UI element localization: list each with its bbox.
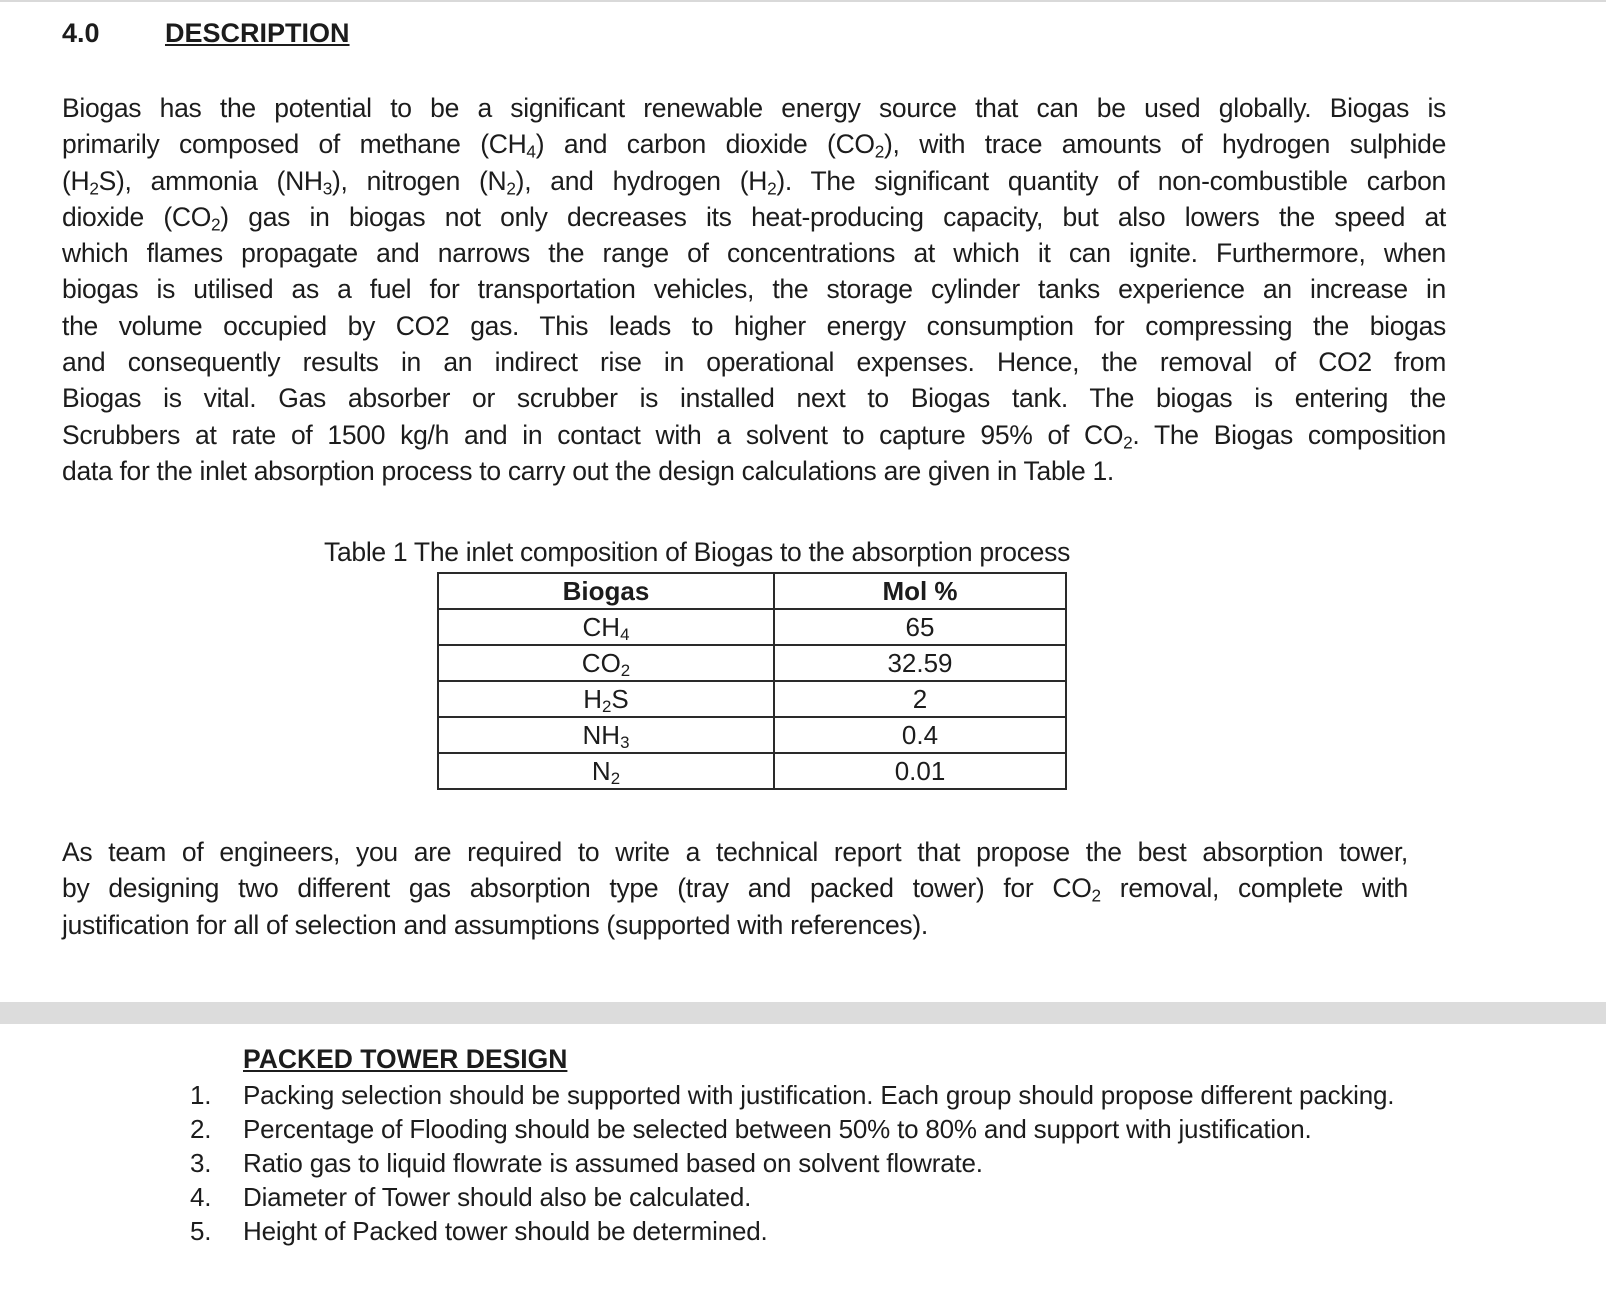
- item-number: 2.: [190, 1114, 212, 1144]
- table-row: [438, 609, 1066, 645]
- item-number: 5.: [190, 1216, 212, 1246]
- item-number: 3.: [190, 1148, 212, 1178]
- section-number: 4.0: [62, 18, 100, 48]
- intro-line: which flames propagate and narrows the range of concentrations at which it can ignite. Furthermore, when: [62, 238, 1446, 269]
- table-row: [438, 681, 1066, 717]
- column-header-mol-percent: Mol %: [774, 573, 1066, 609]
- requirements-list: [190, 1078, 1450, 1248]
- intro-line: Biogas is vital. Gas absorber or scrubber is installed next to Biogas tank. The biogas is entering the: [62, 383, 1446, 414]
- mol-cell: 0.01: [774, 753, 1066, 789]
- item-number: 1.: [190, 1080, 212, 1110]
- page-divider: [0, 1002, 1606, 1024]
- mol-cell: 32.59: [774, 645, 1066, 681]
- gas-cell: $CO_2$: [438, 645, 774, 681]
- list-item: [190, 1146, 1450, 1180]
- list-item: [190, 1214, 1450, 1248]
- intro-line: biogas is utilised as a fuel for transportation vehicles, the storage cylinder tanks experience an increase in: [62, 274, 1446, 305]
- list-item: [190, 1180, 1450, 1214]
- item-text: Height of Packed tower should be determined.: [243, 1216, 768, 1246]
- table-row: [438, 753, 1066, 789]
- intro-line: Biogas has the potential to be a significant renewable energy source that can be used globally. Biogas is: [62, 93, 1446, 123]
- mol-cell: 2: [774, 681, 1066, 717]
- section-title: DESCRIPTION: [165, 18, 350, 48]
- gas-cell: $H_2S$: [438, 681, 774, 717]
- intro-line: primarily composed of methane $(CH_4)$ and carbon dioxide $(CO_2)$, with trace amounts of hydrogen sulphide: [62, 129, 1447, 162]
- packed-tower-title: PACKED TOWER DESIGN: [243, 1044, 568, 1074]
- closing-paragraph: [62, 834, 1408, 943]
- item-text: Ratio gas to liquid flowrate is assumed based on solvent flowrate.: [243, 1148, 983, 1178]
- intro-line: and consequently results in an indirect rise in operational expenses. Hence, the removal of CO2 from: [62, 347, 1446, 378]
- closing-line: justification for all of selection and assumptions (supported with references).: [62, 909, 928, 940]
- closing-line: by designing two different gas absorption type (tray and packed tower) for $CO_2$ removal, complete with: [62, 873, 1408, 906]
- table-row: [438, 645, 1066, 681]
- gas-cell: $CH_4$: [438, 609, 774, 645]
- table-row: [438, 717, 1066, 753]
- mol-cell: 65: [774, 609, 1066, 645]
- table-header-row: [438, 573, 1066, 609]
- item-text: Diameter of Tower should also be calculated.: [243, 1182, 752, 1212]
- intro-paragraph: [62, 90, 1446, 489]
- page-top-edge: [0, 0, 1606, 2]
- gas-cell: $N_2$: [438, 753, 774, 789]
- gas-cell: $NH_3$: [438, 717, 774, 753]
- item-text: Packing selection should be supported with justification. Each group should propose different packing.: [243, 1080, 1395, 1110]
- intro-line: data for the inlet absorption process to carry out the design calculations are given in Table 1.: [62, 455, 1114, 486]
- closing-line: As team of engineers, you are required to write a technical report that propose the best absorption tower,: [62, 837, 1408, 867]
- intro-line: $(H_2S)$, ammonia $(NH_3)$, nitrogen $(N_2)$, and hydrogen $(H_2)$. The significant quantity of non-combustible carbon: [62, 165, 1446, 198]
- table-caption: Table 1 The inlet composition of Biogas to the absorption process: [324, 537, 1071, 567]
- intro-line: dioxide $(CO_2)$ gas in biogas not only decreases its heat-producing capacity, but also lowers the speed at: [62, 201, 1446, 235]
- list-item: [190, 1112, 1450, 1146]
- intro-line: Scrubbers at rate of 1500 kg/h and in contact with a solvent to capture 95% of $CO_2$. The Biogas composition: [62, 419, 1446, 452]
- biogas-composition-table: [437, 572, 1067, 790]
- packed-tower-page: [0, 1024, 1606, 1300]
- item-text: Percentage of Flooding should be selected between 50% to 80% and support with justification.: [243, 1114, 1312, 1144]
- list-item: [190, 1078, 1450, 1112]
- mol-cell: 0.4: [774, 717, 1066, 753]
- intro-line: the volume occupied by CO2 gas. This leads to higher energy consumption for compressing the biogas: [62, 310, 1446, 341]
- item-number: 4.: [190, 1182, 212, 1212]
- column-header-biogas: Biogas: [438, 573, 774, 609]
